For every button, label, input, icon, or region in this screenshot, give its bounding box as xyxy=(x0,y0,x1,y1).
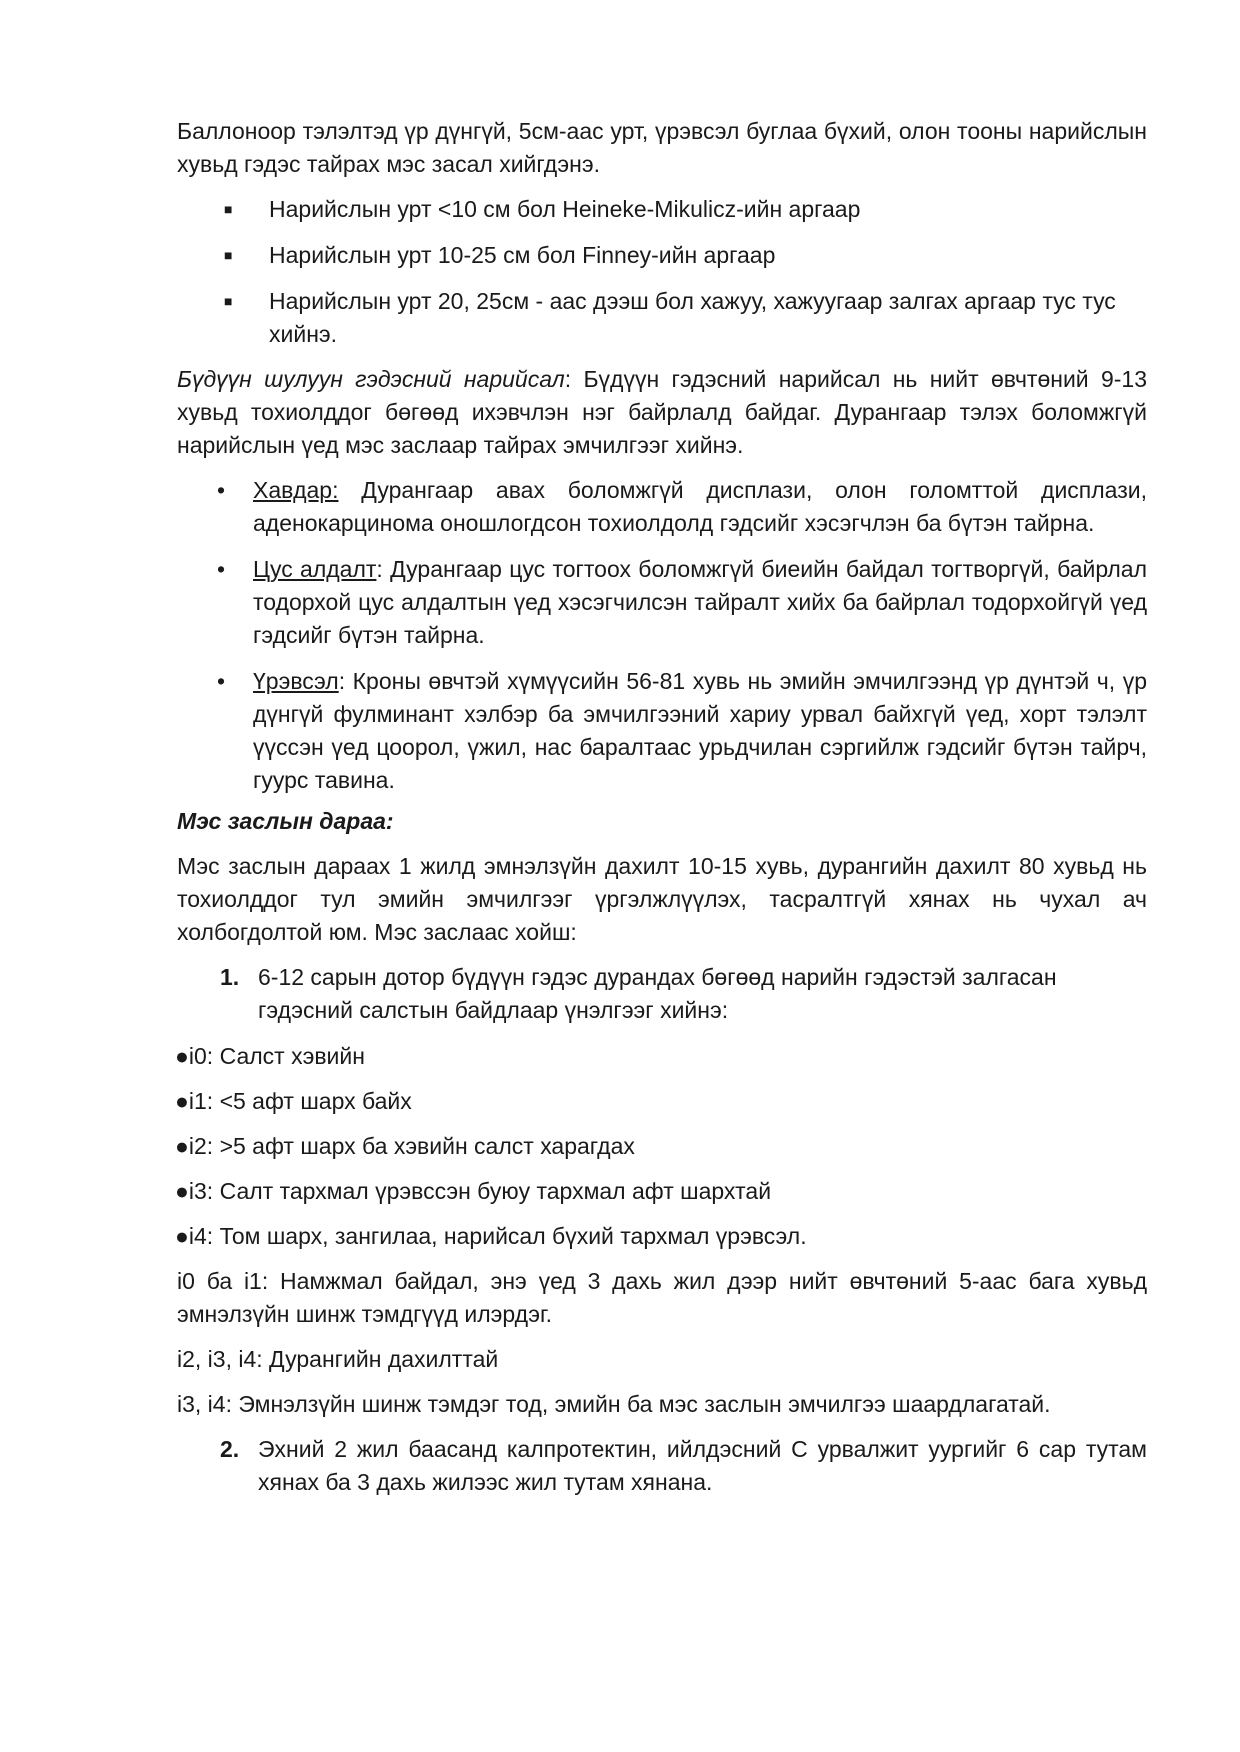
step-number: 2. xyxy=(220,1436,240,1462)
bullet-dot-icon: • xyxy=(217,477,226,503)
indication-list xyxy=(177,474,1147,797)
bullet-dot-icon: • xyxy=(217,556,226,582)
square-bullet-icon: ■ xyxy=(224,201,233,217)
list-item xyxy=(177,961,1147,1027)
list-item xyxy=(177,665,1147,797)
list-item-text: 6-12 сарын дотор бүдүүн гэдэс дурандах бөгөөд нарийн гэдэстэй залгасан гэдэсний салстын байдлаар үнэлгээг хийнэ: xyxy=(258,964,1057,1023)
square-bullet-icon: ■ xyxy=(224,247,233,263)
list-item xyxy=(177,285,1147,351)
list-item xyxy=(177,553,1147,652)
intro-paragraph: Баллоноор тэлэлтэд үр дүнгүй, 5см-аас урт, үрэвсэл буглаа бүхий, олон тооны нарийслын хувьд гэдэс тайрах мэс засал хийгдэнэ. xyxy=(177,118,1147,177)
list-item-text: Дурангаар авах боломжгүй дисплази, олон голомттой дисплази, аденокарцинома оношлогдсон тохиолдолд гэдсийг хэсэгчлэн ба бүтэн тайрна. xyxy=(253,477,1147,536)
grade-line: ●i1: <5 афт шарх байх xyxy=(175,1088,412,1114)
list-item-term: Цус алдалт xyxy=(253,556,377,582)
list-item-text: Эхний 2 жил баасанд калпротектин, ийлдэсний С урвалжит уургийг 6 сар тутам хянах ба 3 дахь жилээс жил тутам хянана. xyxy=(258,1436,1147,1495)
list-item xyxy=(177,239,1147,272)
followup-step-list-2 xyxy=(177,1433,1147,1499)
list-item xyxy=(177,1433,1147,1499)
list-item-term: Үрэвсэл xyxy=(253,668,339,694)
stricture-title: Бүдүүн шулуун гэдэсний нарийсал xyxy=(177,366,565,392)
grade-line: ●i0: Салст хэвийн xyxy=(175,1043,365,1069)
note-i2-i4: i2, i3, i4: Дурангийн дахилттай xyxy=(177,1346,499,1372)
list-item-text: Нарийслын урт 20, 25см - аас дээш бол хажуу, хажуугаар залгах аргаар тус тус хийнэ. xyxy=(269,288,1116,347)
list-item-text: : Кроны өвчтэй хүмүүсийн 56-81 хувь нь эмийн эмчилгээнд үр дүнтэй ч, үр дүнгүй фулминант хэлбэр ба эмчилгээний хариу урвал байхгүй үед, хорт тэлэлт үүссэн үед цоорол, үжил, нас баралтаас урьдчилан сэргийлж гэдсийг бүтэн тайрч, гуурс тавина. xyxy=(253,668,1147,793)
list-item-text: : Дурангаар цус тогтоох боломжгүй биеийн байдал тогтворгүй, байрлал тодорхой цус алдалтын үед хэсэгчилсэн тайралт хийх ба байрлал тодорхойгүй үед гэдсийг бүтэн тайрна. xyxy=(253,556,1147,648)
list-item-text: Нарийслын урт <10 см бол Heineke-Mikulicz-ийн аргаар xyxy=(269,196,861,222)
step-number: 1. xyxy=(220,964,240,990)
square-bullet-icon: ■ xyxy=(224,293,233,309)
postop-heading: Мэс заслын дараа: xyxy=(177,808,394,834)
note-i3-i4: i3, i4: Эмнэлзүйн шинж тэмдэг тод, эмийн ба мэс заслын эмчилгээ шаардлагатай. xyxy=(177,1391,1051,1417)
postop-intro: Мэс заслын дараах 1 жилд эмнэлзүйн дахилт 10-15 хувь, дурангийн дахилт 80 хувьд нь тохиолддог тул эмийн эмчилгээг үргэлжлүүлэх, тасралтгүй хянах нь чухал ач холбогдолтой юм. Мэс заслаас хойш: xyxy=(177,853,1147,945)
grade-line: ●i3: Салт тархмал үрэвссэн буюу тархмал афт шархтай xyxy=(175,1178,772,1204)
followup-step-list-1 xyxy=(177,961,1147,1027)
list-item xyxy=(177,474,1147,540)
page-content xyxy=(177,115,1147,1512)
grade-line: ●i2: >5 афт шарх ба хэвийн салст харагдах xyxy=(175,1133,635,1159)
stricture-paragraph xyxy=(177,363,1147,462)
list-item xyxy=(177,193,1147,226)
bullet-dot-icon: • xyxy=(217,668,226,694)
note-i0-i1: i0 ба i1: Намжмал байдал, энэ үед 3 дахь жил дээр нийт өвчтөний 5-аас бага хувьд эмнэлзүйн шинж тэмдгүүд илэрдэг. xyxy=(177,1268,1147,1327)
surgery-method-list xyxy=(177,193,1147,351)
list-item-text: Нарийслын урт 10-25 см бол Finney-ийн аргаар xyxy=(269,242,776,268)
grade-line: ●i4: Том шарх, зангилаа, нарийсал бүхий тархмал үрэвсэл. xyxy=(175,1223,807,1249)
stricture-text: : Бүдүүн гэдэсний нарийсал нь нийт өвчтөний 9-13 хувьд тохиолддог бөгөөд ихэвчлэн нэг байрлалд байдаг. Дурангаар тэлэх боломжгүй нарийслын үед мэс заслаар тайрах эмчилгээг хийнэ. xyxy=(177,366,1147,458)
list-item-term: Хавдар: xyxy=(253,477,339,503)
